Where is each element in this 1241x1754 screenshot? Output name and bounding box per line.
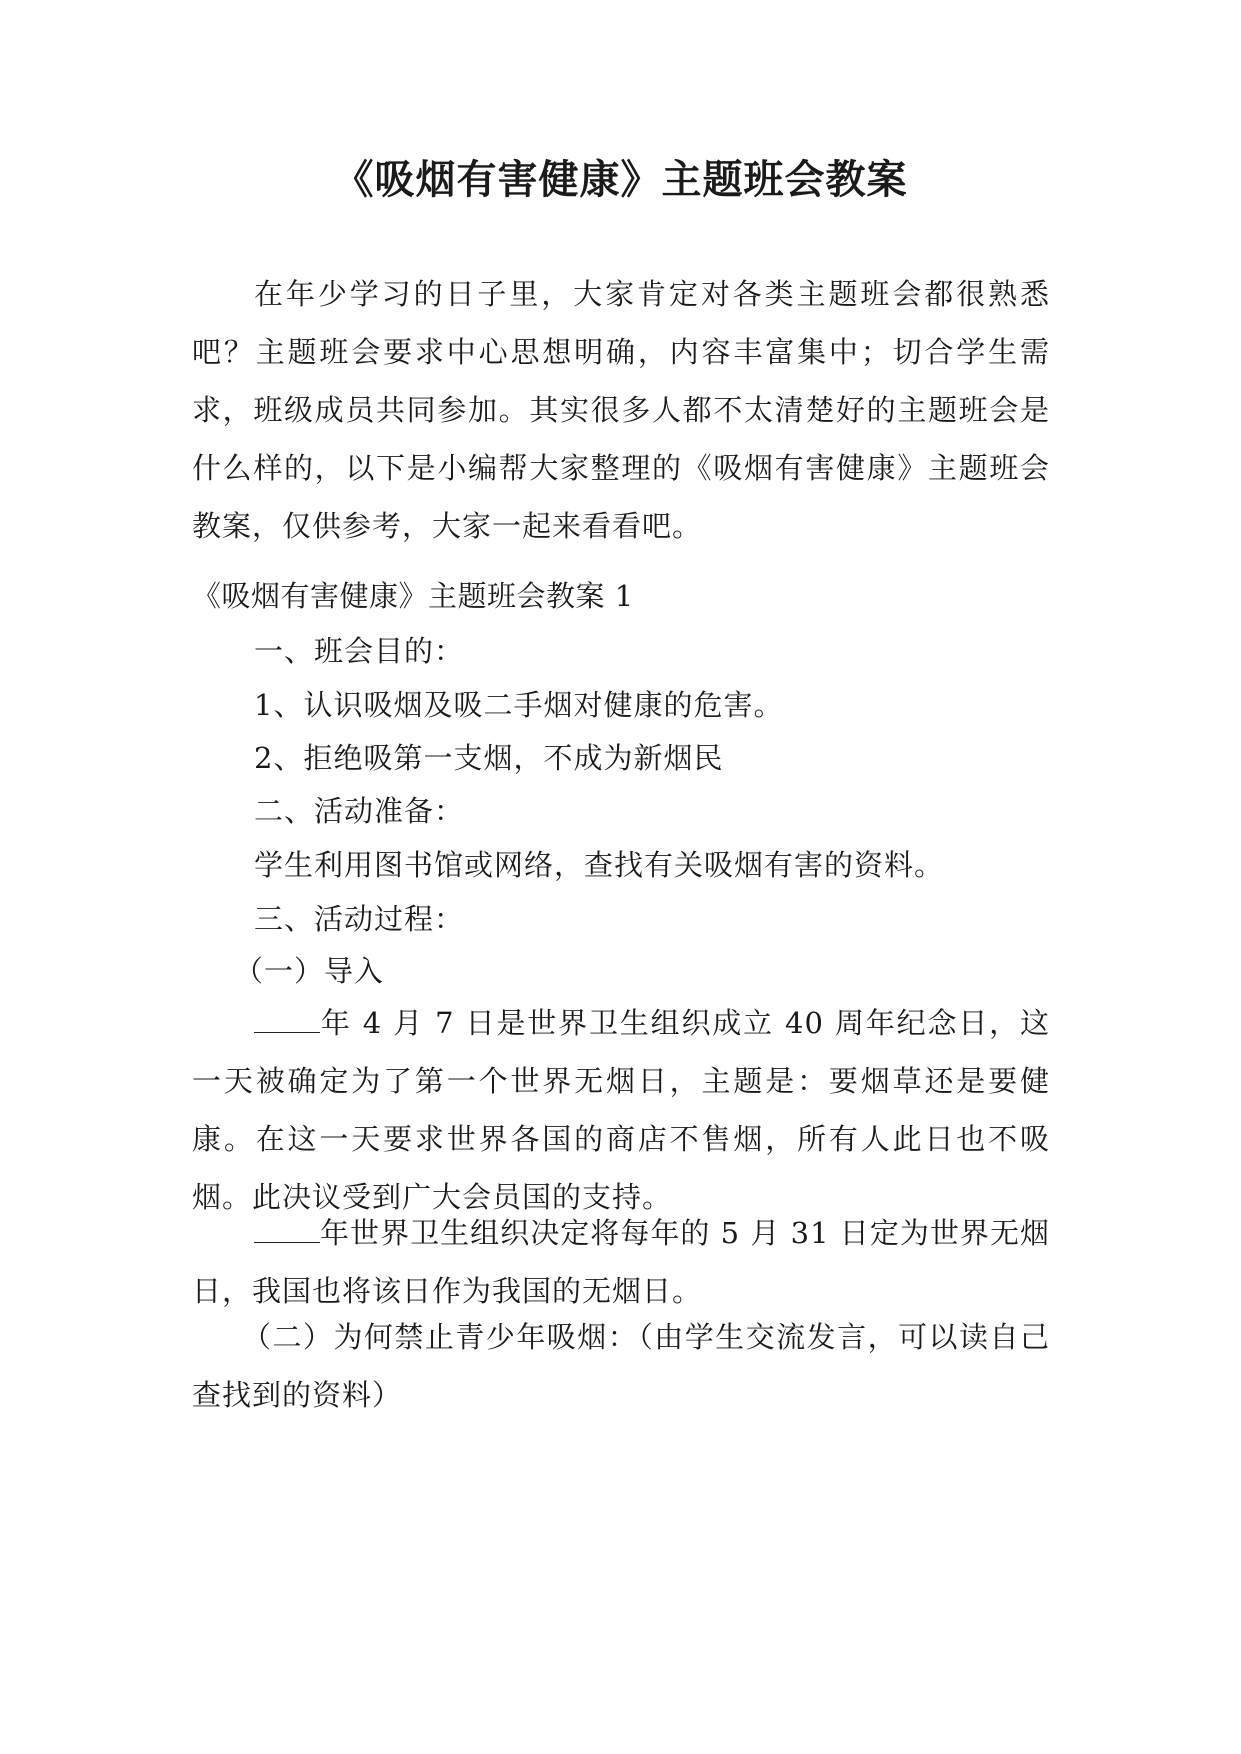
history-paragraph-1 bbox=[192, 994, 1050, 1226]
process-heading: 三、活动过程： bbox=[254, 902, 465, 936]
prep-heading: 二、活动准备： bbox=[254, 794, 465, 828]
goal-item-2: 2、拒绝吸第一支烟，不成为新烟民 bbox=[254, 741, 724, 775]
history-paragraph-2-text: 年世界卫生组织决定将每年的 5 月 31 日定为世界无烟日，我国也将该日作为我国的无烟日。 bbox=[192, 1216, 1050, 1308]
goal-item-1: 1、认识吸烟及吸二手烟对健康的危害。 bbox=[254, 688, 784, 722]
year-blank bbox=[254, 1218, 320, 1243]
history-paragraph-1-text: 年 4 月 7 日是世界卫生组织成立 40 周年纪念日，这一天被确定为了第一个世界无烟日，主题是：要烟草还是要健康。在这一天要求世界各国的商店不售烟，所有人此日也不吸烟。此决议受到广大会员国的支持。 bbox=[192, 1006, 1050, 1214]
document-title: 《吸烟有害健康》主题班会教案 bbox=[333, 156, 908, 203]
prep-text: 学生利用图书馆或网络，查找有关吸烟有害的资料。 bbox=[254, 848, 945, 882]
section-heading: 《吸烟有害健康》主题班会教案 1 bbox=[192, 579, 634, 613]
reason-paragraph: （二）为何禁止青少年吸烟：（由学生交流发言，可以读自己查找到的资料） bbox=[192, 1320, 1050, 1412]
intro-paragraph: 在年少学习的日子里，大家肯定对各类主题班会都很熟悉吧？主题班会要求中心思想明确，内容丰富集中；切合学生需求，班级成员共同参加。其实很多人都不太清楚好的主题班会是什么样的，以下是小编帮大家整理的《吸烟有害健康》主题班会教案，仅供参考，大家一起来看看吧。 bbox=[192, 277, 1050, 543]
history-paragraph-2 bbox=[192, 1204, 1050, 1320]
year-blank bbox=[254, 1008, 320, 1033]
intro-subheading: （一）导入 bbox=[234, 954, 385, 988]
goal-heading: 一、班会目的： bbox=[254, 634, 465, 668]
